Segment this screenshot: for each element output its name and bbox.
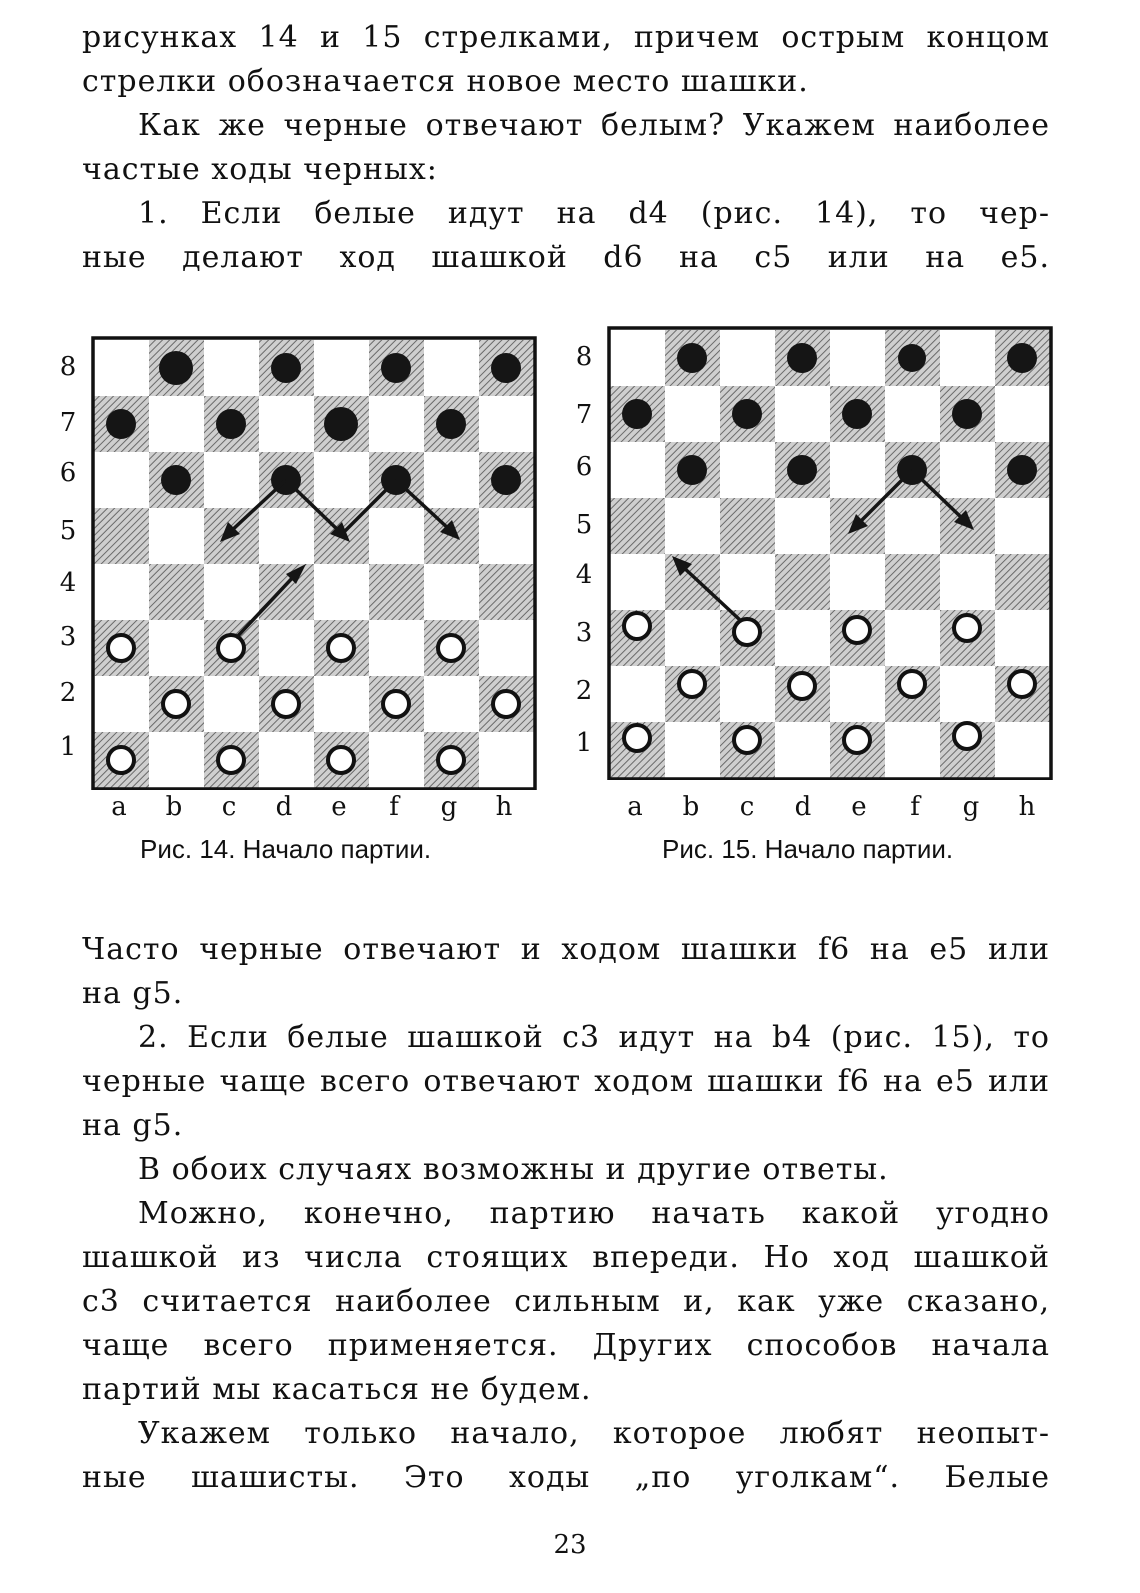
figure-14: [56, 330, 556, 870]
file-label: h: [1018, 792, 1036, 822]
file-label: g: [962, 792, 980, 822]
text-line-6: ные делают ход шашкой d6 на c5 или на e5.: [82, 240, 1050, 275]
text-line-18: Укажем только начало, которое любят неопыт-: [138, 1416, 1050, 1451]
file-label: f: [389, 792, 399, 822]
file-label: d: [794, 792, 812, 822]
rank-label: 6: [575, 452, 593, 482]
text-line-7: Часто черные отвечают и ходом шашки f6 на e5 или: [82, 932, 1050, 967]
rank-label: 7: [575, 400, 593, 430]
text-line-12: В обоих случаях возможны и другие ответы.: [138, 1152, 889, 1187]
text-line-13: Можно, конечно, партию начать какой угодно: [138, 1196, 1050, 1231]
text-line-5: 1. Если белые идут на d4 (рис. 14), то чер-: [138, 196, 1050, 231]
text-line-19: ные шашисты. Это ходы „по уголкам“. Белые: [82, 1460, 1050, 1495]
file-label: a: [111, 792, 127, 822]
text-line-4: частые ходы черных:: [82, 152, 438, 187]
text-line-15: c3 считается наиболее сильным и, как уже сказано,: [82, 1284, 1050, 1319]
text-line-16: чаще всего применяется. Других способов начала: [82, 1328, 1050, 1363]
rank-label: 3: [575, 618, 593, 648]
file-label: c: [221, 792, 237, 822]
file-label: h: [495, 792, 513, 822]
rank-label: 4: [59, 568, 77, 598]
text-line-11: на g5.: [82, 1108, 184, 1143]
page-number: 23: [553, 1530, 587, 1560]
file-label: e: [851, 792, 867, 822]
rank-label: 1: [59, 732, 77, 762]
rank-label: 1: [575, 728, 593, 758]
rank-label: 3: [59, 622, 77, 652]
file-label: f: [910, 792, 920, 822]
text-line-14: шашкой из числа стоящих впереди. Но ход шашкой: [82, 1240, 1050, 1275]
rank-label: 8: [575, 342, 593, 372]
rank-label: 4: [575, 560, 593, 590]
rank-label: 2: [59, 678, 77, 708]
file-label: g: [440, 792, 458, 822]
figure-15: [572, 322, 1072, 870]
text-line-9: 2. Если белые шашкой c3 идут на b4 (рис. 15), то: [138, 1020, 1050, 1055]
text-line-10: черные чаще всего отвечают ходом шашки f6 на e5 или: [82, 1064, 1050, 1099]
rank-label: 6: [59, 458, 77, 488]
dark-squares: [94, 340, 534, 788]
rank-label: 5: [59, 516, 77, 546]
rank-label: 8: [59, 352, 77, 382]
file-label: a: [627, 792, 643, 822]
text-line-17: партий мы касаться не будем.: [82, 1372, 592, 1407]
text-line-8: на g5.: [82, 976, 184, 1011]
figure-15-caption: Рис. 15. Начало партии.: [662, 834, 954, 864]
file-label: e: [331, 792, 347, 822]
dark-squares: [610, 330, 1050, 778]
rank-label: 5: [575, 510, 593, 540]
text-line-2: стрелки обозначается новое место шашки.: [82, 64, 809, 99]
checkerboard-14: [90, 334, 550, 790]
checkerboard-15: [604, 324, 1066, 780]
file-label: d: [275, 792, 293, 822]
rank-label: 7: [59, 408, 77, 438]
file-label: b: [165, 792, 183, 822]
text-line-1: рисунках 14 и 15 стрелками, причем острым концом: [82, 20, 1050, 55]
file-label: c: [739, 792, 755, 822]
text-line-3: Как же черные отвечают белым? Укажем наиболее: [138, 108, 1050, 143]
figure-14-caption: Рис. 14. Начало партии.: [140, 834, 432, 864]
rank-label: 2: [575, 676, 593, 706]
file-label: b: [682, 792, 700, 822]
